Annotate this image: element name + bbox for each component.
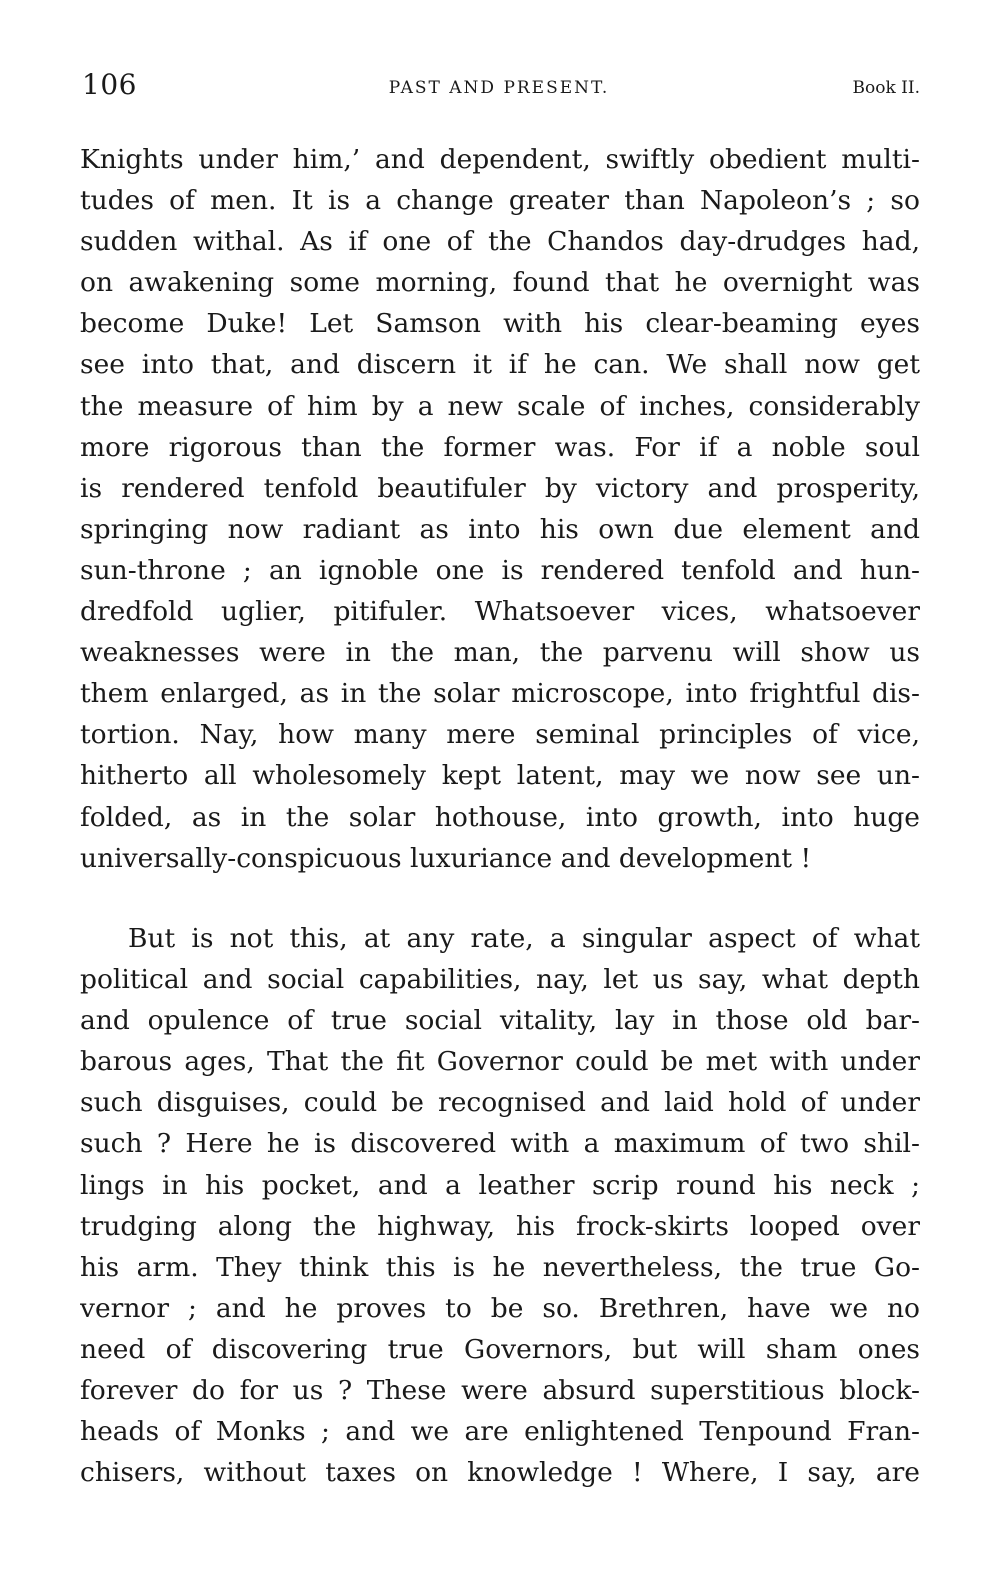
text-line: tortion. Nay, how many mere seminal principles of vice,	[80, 719, 920, 751]
book-reference: Book II.	[852, 78, 920, 98]
page-number: 106	[82, 68, 137, 101]
text-line: sun-throne ; an ignoble one is rendered tenfold and hun-	[80, 554, 920, 586]
text-line: trudging along the highway, his frock-skirts looped over	[80, 1210, 920, 1242]
text-line: and opulence of true social vitality, lay in those old bar-	[80, 1005, 920, 1037]
text-line: his arm. They think this is he nevertheless, the true Go-	[80, 1251, 920, 1283]
text-line: heads of Monks ; and we are enlightened Tenpound Fran-	[80, 1416, 920, 1448]
text-line: weaknesses were in the man, the parvenu will show us	[80, 637, 920, 669]
paragraph-2	[80, 918, 920, 1493]
text-line: folded, as in the solar hothouse, into growth, into huge	[80, 801, 920, 833]
text-line: universally-conspicuous luxuriance and development !	[80, 842, 812, 874]
text-line: But is not this, at any rate, a singular aspect of what	[128, 923, 920, 954]
text-line: need of discovering true Governors, but will sham ones	[80, 1333, 920, 1365]
text-line: lings in his pocket, and a leather scrip round his neck ;	[80, 1169, 920, 1201]
text-line: more rigorous than the former was. For if a noble soul	[80, 431, 920, 463]
text-line: become Duke! Let Samson with his clear-beaming eyes	[80, 308, 920, 340]
text-line: sudden withal. As if one of the Chandos day-drudges had,	[80, 226, 920, 258]
text-line: springing now radiant as into his own due element and	[80, 513, 920, 545]
text-line: on awakening some morning, found that he overnight was	[80, 267, 920, 299]
text-line: vernor ; and he proves to be so. Brethren, have we no	[80, 1292, 920, 1324]
text-line: chisers, without taxes on knowledge ! Where, I say, are	[80, 1457, 920, 1489]
text-line: political and social capabilities, nay, let us say, what depth	[80, 964, 920, 996]
text-line: is rendered tenfold beautifuler by victory and prosperity,	[80, 472, 920, 504]
text-line: forever do for us ? These were absurd superstitious block-	[80, 1375, 920, 1407]
paragraph-1	[80, 139, 920, 879]
text-line: see into that, and discern it if he can. We shall now get	[80, 349, 920, 381]
text-line: the measure of him by a new scale of inches, considerably	[80, 390, 920, 422]
running-title: PAST AND PRESENT.	[388, 78, 610, 98]
text-line: barous ages, That the fit Governor could be met with under	[80, 1046, 920, 1078]
text-line: hitherto all wholesomely kept latent, may we now see un-	[80, 760, 920, 792]
running-head	[78, 68, 920, 108]
text-line: them enlarged, as in the solar microscope, into frightful dis-	[80, 678, 920, 710]
text-line: such ? Here he is discovered with a maximum of two shil-	[80, 1128, 920, 1160]
text-line: such disguises, could be recognised and laid hold of under	[80, 1087, 920, 1119]
text-line: Knights under him,’ and dependent, swiftly obedient multi-	[80, 144, 920, 175]
text-line: tudes of men. It is a change greater than Napoleon’s ; so	[80, 185, 920, 217]
text-line: dredfold uglier, pitifuler. Whatsoever vices, whatsoever	[80, 596, 920, 628]
